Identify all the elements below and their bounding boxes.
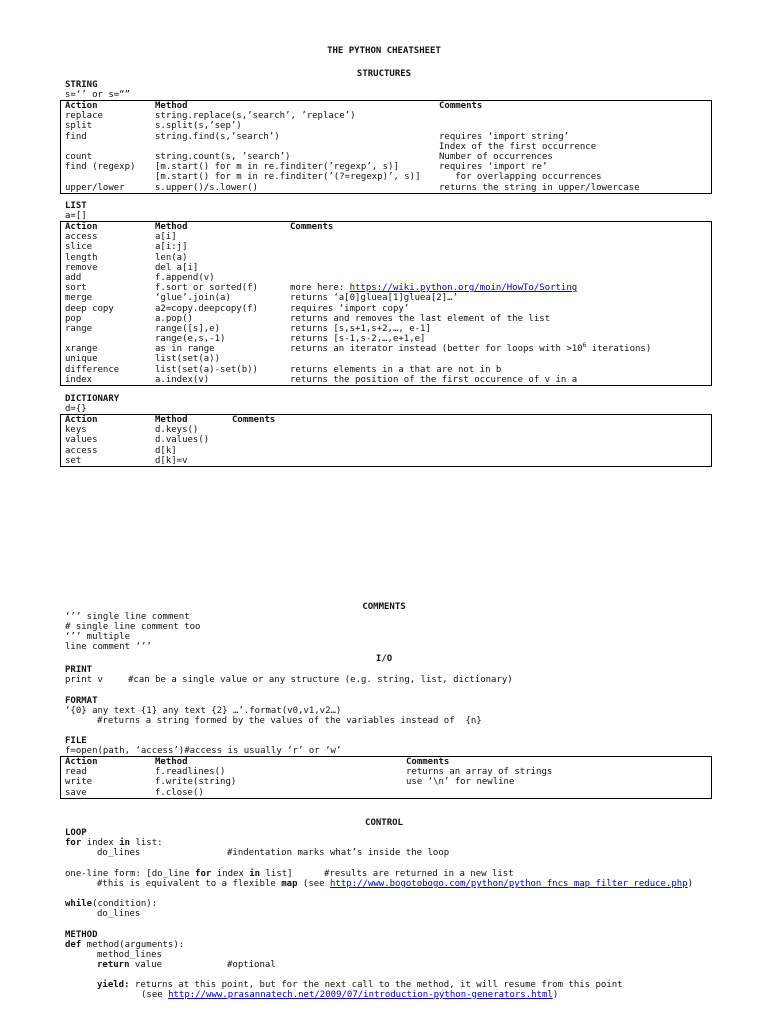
table-cell: access bbox=[65, 232, 98, 243]
table-row bbox=[61, 293, 711, 303]
table-cell: find bbox=[65, 131, 87, 142]
column-header: Method bbox=[155, 222, 188, 232]
table-cell: a[i:j] bbox=[155, 242, 188, 253]
comment-line: ‘’’ multiple bbox=[65, 632, 131, 642]
table-cell: range(e,s,-1) bbox=[155, 334, 226, 345]
file-code: f=open(path, ‘access’)#access is usually ‘r’ or ‘w’ bbox=[65, 746, 342, 756]
table-row bbox=[61, 183, 711, 193]
table-cell: f.write(string) bbox=[155, 777, 237, 788]
table-cell: requires ‘import copy’ bbox=[290, 303, 410, 314]
column-header: Method bbox=[155, 415, 188, 425]
table-cell: xrange bbox=[65, 344, 98, 355]
table-cell: read bbox=[65, 767, 87, 778]
xrange-tail: iterations) bbox=[586, 344, 652, 355]
column-header: Action bbox=[65, 101, 98, 111]
table-cell: slice bbox=[65, 242, 93, 253]
column-header: Action bbox=[65, 757, 98, 767]
table-row bbox=[61, 788, 711, 798]
table-cell: d.values() bbox=[155, 435, 210, 446]
exponent: 6 bbox=[582, 342, 587, 350]
table-cell: length bbox=[65, 252, 98, 263]
column-header: Comments bbox=[406, 757, 450, 767]
table-row bbox=[61, 273, 711, 283]
comment-line: line comment ‘’’ bbox=[65, 642, 152, 652]
table-row bbox=[61, 344, 711, 354]
table-cell: more here: https://wiki.python.org/moin/HowTo/Sorting bbox=[290, 283, 578, 294]
table-row bbox=[61, 263, 711, 273]
table-cell: requires ‘import string’ bbox=[439, 131, 570, 142]
table-cell: upper/lower bbox=[65, 182, 125, 193]
table-cell: ‘glue’.join(a) bbox=[155, 293, 231, 304]
table-cell: returns an iterator instead (better for loops with $>10^6$ iterations) bbox=[290, 342, 652, 355]
table-cell: find (regexp) bbox=[65, 162, 136, 173]
sorting-howto-link[interactable]: https://wiki.python.org/moin/HowTo/Sorting bbox=[349, 283, 578, 294]
table-cell: add bbox=[65, 272, 82, 283]
table-cell: returns [s,s+1,s+2,…, e-1] bbox=[290, 323, 431, 334]
def-keyword: def bbox=[65, 940, 82, 950]
table-cell: range([s],e) bbox=[155, 323, 221, 334]
table-cell: split bbox=[65, 121, 93, 132]
table-cell: list(set(a)-set(b)) bbox=[155, 364, 258, 375]
optional-comment: #optional bbox=[227, 960, 276, 970]
table-cell: a2=copy.deepcopy(f) bbox=[155, 303, 258, 314]
table-row bbox=[61, 283, 711, 293]
table-row bbox=[61, 142, 711, 152]
table-row bbox=[61, 132, 711, 142]
table-cell: len(a) bbox=[155, 252, 188, 263]
table-cell: f.readlines() bbox=[155, 767, 226, 778]
table-cell: difference bbox=[65, 364, 120, 375]
table-cell: as in range bbox=[155, 344, 215, 355]
table-cell: values bbox=[65, 435, 98, 446]
table-cell: requires ‘import re’ bbox=[439, 162, 548, 173]
table-row bbox=[61, 354, 711, 364]
table-cell: sort bbox=[65, 283, 87, 294]
table-cell: count bbox=[65, 151, 93, 162]
map-keyword: map bbox=[281, 879, 298, 889]
table-cell: merge bbox=[65, 293, 93, 304]
table-cell: Number of occurrences bbox=[439, 151, 553, 162]
for-keyword: for bbox=[195, 869, 212, 879]
def-statement: def method(arguments): bbox=[65, 940, 185, 950]
table-row bbox=[61, 253, 711, 263]
table-cell: pop bbox=[65, 313, 82, 324]
table-cell: range bbox=[65, 323, 93, 334]
io-heading: I/O bbox=[375, 654, 393, 664]
for-statement: for index in list: bbox=[65, 838, 163, 848]
table-cell: string.replace(s,’search’, ’replace’) bbox=[155, 111, 356, 122]
for-keyword: for bbox=[65, 838, 82, 848]
table-cell: for overlapping occurrences bbox=[439, 172, 602, 183]
table-cell: index bbox=[65, 374, 93, 385]
while-statement: while(condition): bbox=[65, 899, 158, 909]
column-header: Method bbox=[155, 757, 188, 767]
table-row bbox=[61, 242, 711, 252]
column-header: Method bbox=[155, 101, 188, 111]
map-equivalence: #this is equivalent to a flexible map (see http://www.bogotobogo.com/python/python_fncs_map_filter_reduce.php) bbox=[97, 879, 694, 889]
table-header-row bbox=[61, 757, 711, 767]
table-cell: set bbox=[65, 455, 82, 466]
table-header-row bbox=[61, 415, 711, 425]
table-cell: returns [s-1,s-2,…,e+1,e] bbox=[290, 334, 426, 345]
list-label: LIST bbox=[65, 201, 87, 211]
table-cell: a.pop() bbox=[155, 313, 193, 324]
column-header: Comments bbox=[290, 222, 334, 232]
table-cell: s.split(s,’sep’) bbox=[155, 121, 242, 132]
in-keyword: in bbox=[249, 869, 261, 879]
table-row bbox=[61, 425, 711, 435]
table-cell: unique bbox=[65, 354, 98, 365]
yield-keyword: yield: bbox=[97, 980, 130, 990]
table-cell: s.upper()/s.lower() bbox=[155, 182, 258, 193]
table-row bbox=[61, 435, 711, 445]
method-body: method_lines bbox=[97, 950, 163, 960]
table-row bbox=[61, 232, 711, 242]
string-init: s=‘’ or s=“” bbox=[65, 90, 131, 100]
column-header: Comments bbox=[439, 101, 483, 111]
print-label: PRINT bbox=[65, 665, 93, 675]
comment-line: # single line comment too bbox=[65, 622, 201, 632]
comments-heading: COMMENTS bbox=[362, 602, 406, 612]
table-cell: d.keys() bbox=[155, 425, 199, 436]
table-row bbox=[61, 334, 711, 344]
table-cell: [m.start() for m in re.finditer(’(?=regexp)’, s)] bbox=[155, 172, 421, 183]
table-cell: returns the position of the first occurence of v in a bbox=[290, 374, 578, 385]
table-header-row bbox=[61, 101, 711, 111]
table-row bbox=[61, 172, 711, 182]
table-row bbox=[61, 456, 711, 466]
loop-body: do_lines bbox=[97, 848, 141, 858]
list-init: a=[] bbox=[65, 211, 87, 221]
while-body: do_lines bbox=[97, 909, 141, 919]
table-row bbox=[61, 777, 711, 787]
table-cell: save bbox=[65, 787, 87, 798]
return-statement: return value bbox=[97, 960, 163, 970]
yield-reference: (see http://www.prasannatech.net/2009/07/introduction-python-generators.html) bbox=[141, 990, 559, 1000]
table-row bbox=[61, 365, 711, 375]
table-cell: string.count(s, ’search’) bbox=[155, 151, 291, 162]
column-header: Action bbox=[65, 415, 98, 425]
map-filter-reduce-link[interactable]: http://www.bogotobogo.com/python/python_fncs_map_filter_reduce.php bbox=[330, 879, 688, 889]
dictionary-table bbox=[60, 414, 712, 467]
table-row bbox=[61, 152, 711, 162]
table-cell: [m.start() for m in re.finditer(’regexp’, s)] bbox=[155, 162, 399, 173]
control-heading: CONTROL bbox=[365, 818, 403, 828]
list-table bbox=[60, 221, 712, 386]
table-cell: keys bbox=[65, 425, 87, 436]
table-row bbox=[61, 162, 711, 172]
table-cell: returns an array of strings bbox=[406, 767, 553, 778]
table-row bbox=[61, 375, 711, 385]
file-label: FILE bbox=[65, 736, 87, 746]
document-title: THE PYTHON CHEATSHEET bbox=[327, 46, 441, 56]
method-label: METHOD bbox=[65, 930, 98, 940]
string-table bbox=[60, 100, 712, 194]
table-cell: a[i] bbox=[155, 232, 177, 243]
oneline-form: one-line form: [do_line for index in list] bbox=[65, 869, 293, 879]
format-comment: #returns a string formed by the values of the variables instead of {n} bbox=[97, 716, 482, 726]
table-cell: a.index(v) bbox=[155, 374, 210, 385]
string-label: STRING bbox=[65, 80, 98, 90]
column-header: Comments bbox=[232, 415, 276, 425]
format-code: ‘{0} any text {1} any text {2} …’.format(v0,v1,v2…) bbox=[65, 706, 342, 716]
table-cell: deep copy bbox=[65, 303, 114, 314]
table-cell: returns the string in upper/lowercase bbox=[439, 182, 640, 193]
table-cell: remove bbox=[65, 262, 98, 273]
return-keyword: return bbox=[97, 960, 130, 970]
file-table bbox=[60, 756, 712, 799]
oneline-comment: #results are returned in a new list bbox=[324, 869, 514, 879]
table-row bbox=[61, 767, 711, 777]
format-label: FORMAT bbox=[65, 696, 98, 706]
table-cell: list(set(a)) bbox=[155, 354, 221, 365]
comment-line: ‘’’ single line comment bbox=[65, 612, 190, 622]
structures-heading: STRUCTURES bbox=[356, 69, 412, 79]
table-row bbox=[61, 446, 711, 456]
table-cell: d[k] bbox=[155, 445, 177, 456]
table-cell: Index of the first occurrence bbox=[439, 141, 597, 152]
table-cell: string.find(s,’search’) bbox=[155, 131, 280, 142]
table-cell: del a[i] bbox=[155, 262, 199, 273]
yield-statement: yield: returns at this point, but for the next call to the method, it will resume from this point bbox=[97, 980, 623, 990]
table-cell: returns ‘a[0]gluea[1]gluea[2]…’ bbox=[290, 293, 458, 304]
print-code: print v bbox=[65, 675, 103, 685]
table-cell: f.append(v) bbox=[155, 272, 215, 283]
table-cell: f.close() bbox=[155, 787, 204, 798]
while-keyword: while bbox=[65, 899, 93, 909]
in-keyword: in bbox=[119, 838, 131, 848]
table-row bbox=[61, 304, 711, 314]
table-cell: replace bbox=[65, 111, 103, 122]
table-cell: write bbox=[65, 777, 93, 788]
column-header: Action bbox=[65, 222, 98, 232]
table-row bbox=[61, 121, 711, 131]
table-row bbox=[61, 324, 711, 334]
table-cell: f.sort or sorted(f) bbox=[155, 283, 258, 294]
table-row bbox=[61, 111, 711, 121]
table-header-row bbox=[61, 222, 711, 232]
table-cell: returns elements in a that are not in b bbox=[290, 364, 502, 375]
table-row bbox=[61, 314, 711, 324]
table-cell: access bbox=[65, 445, 98, 456]
print-comment: #can be a single value or any structure (e.g. string, list, dictionary) bbox=[128, 675, 513, 685]
indent-comment: #indentation marks what’s inside the loop bbox=[227, 848, 450, 858]
dictionary-init: d={} bbox=[65, 404, 87, 414]
dictionary-label: DICTIONARY bbox=[65, 394, 120, 404]
loop-label: LOOP bbox=[65, 828, 87, 838]
table-cell: d[k]=v bbox=[155, 455, 188, 466]
table-cell: use ‘\n’ for newline bbox=[406, 777, 515, 788]
table-cell: returns and removes the last element of the list bbox=[290, 313, 551, 324]
generators-link[interactable]: http://www.prasannatech.net/2009/07/introduction-python-generators.html bbox=[168, 990, 553, 1000]
